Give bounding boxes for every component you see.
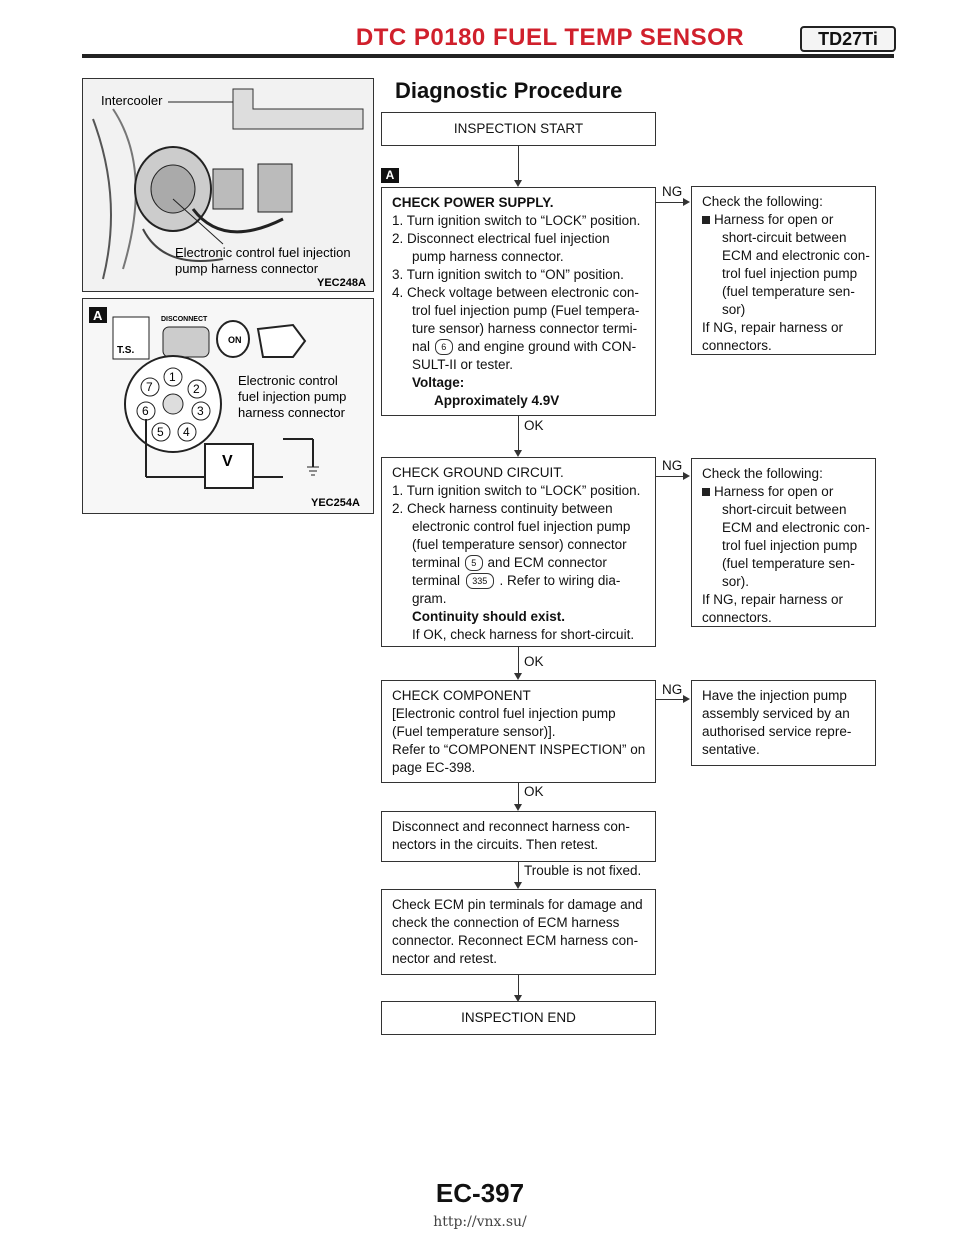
connector-line bbox=[518, 146, 519, 182]
arrow-down bbox=[514, 804, 522, 811]
connector-label-line3: harness connector bbox=[238, 405, 345, 420]
step1-line-terminal: nal 6 and engine ground with CON- bbox=[412, 339, 637, 354]
ignition-on-label: ON bbox=[228, 335, 242, 345]
section-title: Diagnostic Procedure bbox=[395, 78, 623, 103]
trouble-not-fixed-label: Trouble is not fixed. bbox=[524, 863, 642, 878]
pin-2: 2 bbox=[193, 382, 200, 396]
step1-ng-box: Check the following: Harness for open or short-circuit between ECM and electronic con- trol fuel injection pump (fuel temperature sen- sor) If NG, repair harness or connectors. bbox=[691, 186, 876, 355]
bullet-icon bbox=[702, 488, 710, 496]
connector-line bbox=[656, 476, 684, 477]
figure-voltage-check bbox=[82, 298, 374, 514]
pin-4: 4 bbox=[183, 425, 190, 439]
ng-label: NG bbox=[662, 682, 683, 697]
connector-line bbox=[656, 202, 684, 203]
engine-bay-illustration bbox=[83, 79, 373, 291]
step2-ng-box: Check the following: Harness for open or short-circuit between ECM and electronic con- trol fuel injection pump (fuel temperature sen- sor). If NG, repair harness or connectors. bbox=[691, 458, 876, 627]
intercooler-label: Intercooler bbox=[101, 93, 163, 108]
arrow-down bbox=[514, 450, 522, 457]
disconnect-label: DISCONNECT bbox=[161, 316, 208, 323]
bullet-icon bbox=[702, 216, 710, 224]
step2-line-terminal-b: terminal 335 . Refer to wiring dia- bbox=[412, 573, 621, 588]
ng-label: NG bbox=[662, 458, 683, 473]
flow-start-label: INSPECTION START bbox=[453, 121, 584, 136]
step1-line: CHECK POWER SUPPLY. bbox=[392, 195, 554, 210]
footer-link[interactable]: http://vnx.su/ bbox=[433, 1214, 527, 1230]
arrow-right bbox=[683, 472, 690, 480]
terminal-icon: 6 bbox=[435, 339, 453, 355]
step-check-ecm-pins: Check ECM pin terminals for damage and check the connection of ECM harness connector. Reconnect ECM harness con- nector and retest. bbox=[381, 889, 656, 975]
flow-end-box bbox=[381, 1001, 656, 1035]
ts-label: T.S. bbox=[117, 345, 135, 356]
ng-label: NG bbox=[662, 184, 683, 199]
step-reconnect-retest: Disconnect and reconnect harness con- nectors in the circuits. Then retest. bbox=[381, 811, 656, 862]
step1-line: 4. Check voltage between electronic con- bbox=[392, 285, 639, 300]
voltmeter-label: V bbox=[222, 453, 233, 470]
flow-start-box bbox=[381, 112, 656, 146]
ok-label: OK bbox=[524, 784, 544, 799]
step1-line: 3. Turn ignition switch to “ON” position. bbox=[392, 267, 624, 282]
arrow-right bbox=[683, 695, 690, 703]
connector-line bbox=[518, 416, 519, 452]
arrow-right bbox=[683, 198, 690, 206]
pin-1: 1 bbox=[169, 370, 176, 384]
step1-line: Approximately 4.9V bbox=[434, 393, 560, 408]
arrow-down bbox=[514, 673, 522, 680]
connector-label-line2: fuel injection pump bbox=[238, 389, 347, 404]
pin-6: 6 bbox=[142, 404, 149, 418]
pin-5: 5 bbox=[157, 425, 164, 439]
ecm-terminal-icon: 335 bbox=[466, 573, 494, 589]
header-rule bbox=[82, 54, 894, 58]
step1-line: SULT-II or tester. bbox=[412, 357, 514, 372]
page-number: EC-397 bbox=[435, 1178, 525, 1208]
step1-line: Voltage: bbox=[412, 375, 465, 390]
step1-line: 2. Disconnect electrical fuel injection bbox=[392, 231, 610, 246]
connector-line bbox=[518, 862, 519, 884]
connector-label-line1: Electronic control fuel injection bbox=[175, 245, 351, 260]
step3-ng-box: Have the injection pump assembly serviced by an authorised service repre- sentative. bbox=[691, 680, 876, 766]
terminal-icon: 5 bbox=[465, 555, 483, 571]
figure-code: YEC254A bbox=[311, 497, 360, 509]
step1-line: 1. Turn ignition switch to “LOCK” position. bbox=[392, 213, 641, 228]
flow-marker: A bbox=[381, 168, 399, 183]
ok-label: OK bbox=[524, 418, 544, 433]
connector-line bbox=[518, 975, 519, 997]
ok-label: OK bbox=[524, 654, 544, 669]
engine-badge: TD27Ti bbox=[800, 26, 896, 52]
connector-line bbox=[518, 783, 519, 806]
step1-line: pump harness connector. bbox=[412, 249, 564, 264]
figure-marker: A bbox=[93, 308, 103, 323]
step2-line-terminal-a: terminal 5 and ECM connector bbox=[412, 555, 607, 570]
page-header-title: DTC P0180 FUEL TEMP SENSOR bbox=[355, 24, 745, 51]
connector-label-line2: pump harness connector bbox=[175, 261, 319, 276]
figure-code: YEC248A bbox=[317, 277, 366, 289]
connector-voltage-diagram bbox=[83, 299, 373, 513]
connector-label-line1: Electronic control bbox=[238, 373, 338, 388]
connector-line bbox=[518, 647, 519, 675]
flow-end-label: INSPECTION END bbox=[461, 1010, 576, 1025]
connector-line bbox=[656, 699, 684, 700]
step1-line: ture sensor) harness connector termi- bbox=[412, 321, 638, 336]
step-check-power-supply bbox=[381, 187, 656, 416]
arrow-down bbox=[514, 180, 522, 187]
arrow-down bbox=[514, 882, 522, 889]
step-check-component: CHECK COMPONENT [Electronic control fuel injection pump (Fuel temperature sensor)]. Refer to “COMPONENT INSPECTION” on page EC-398. bbox=[381, 680, 656, 783]
pin-7: 7 bbox=[146, 380, 153, 394]
step1-line: trol fuel injection pump (Fuel tempera- bbox=[412, 303, 640, 318]
figure-intercooler-connector bbox=[82, 78, 374, 292]
pin-3: 3 bbox=[197, 404, 204, 418]
step-check-ground-circuit: CHECK GROUND CIRCUIT. 1. Turn ignition switch to “LOCK” position. 2. Check harness continuity between electronic control fuel injection pump (fuel temperature sensor) connector terminal 5 and ECM connector terminal 335 . Refer to wiring dia- gram. Continuity should exist. If OK, check harness for short-circuit. bbox=[381, 457, 656, 647]
